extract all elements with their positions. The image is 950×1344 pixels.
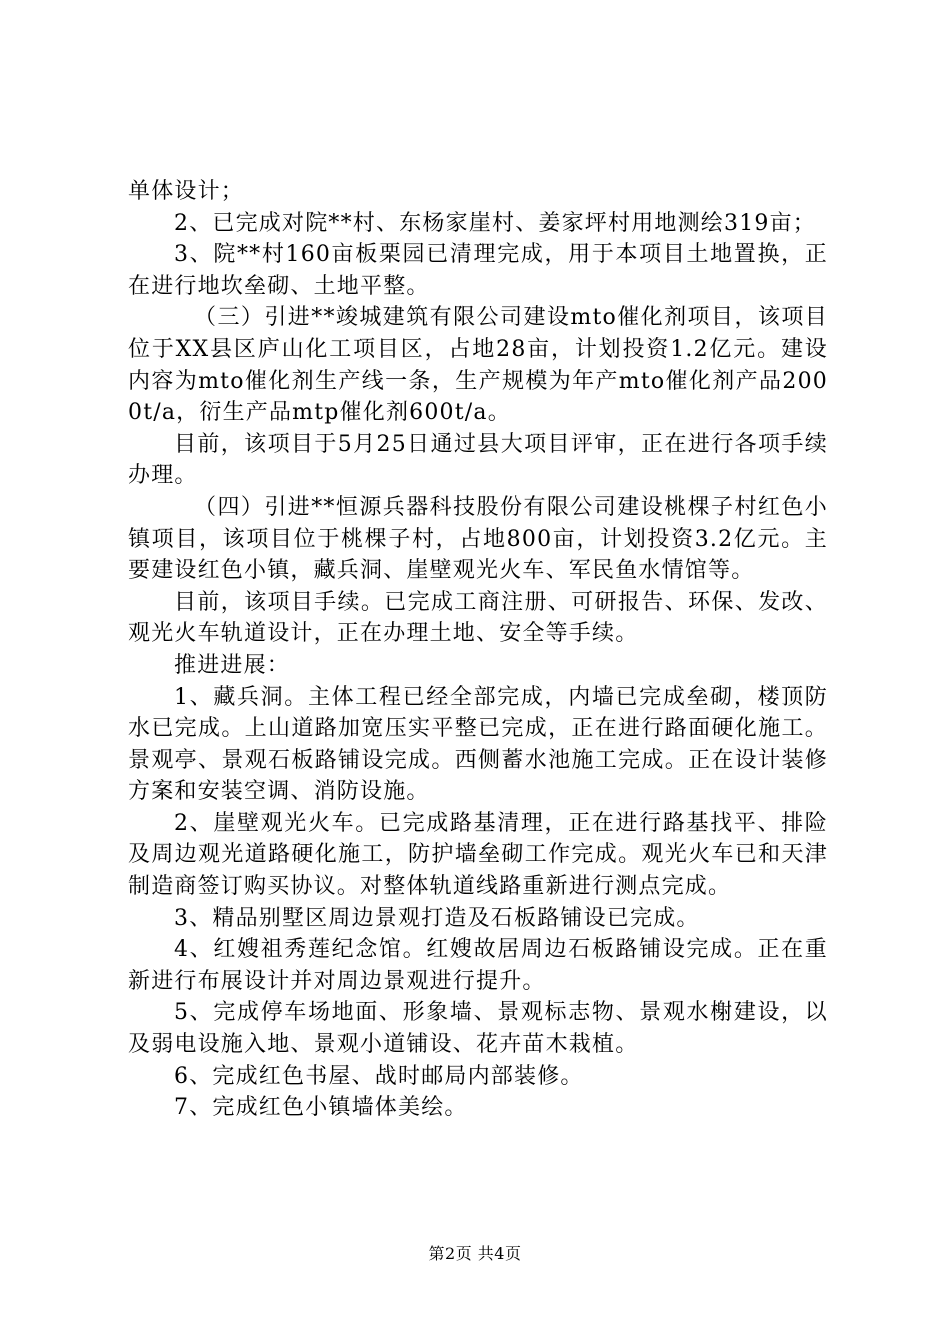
paragraph-progress-5: 5、完成停车场地面、形象墙、景观标志物、景观水榭建设，以及弱电设施入地、景观小道铺设、花卉苗木栽植。 <box>128 1000 828 1058</box>
paragraph-progress-heading: 推进进展： <box>174 652 291 678</box>
paragraph-status-catalyst: 目前，该项目于5月25日通过县大项目评审，正在进行各项手续办理。 <box>128 431 828 489</box>
paragraph-status-red-town: 目前，该项目手续。已完成工商注册、可研报告、环保、发改、观光火车轨道设计，正在办理土地、安全等手续。 <box>128 589 828 647</box>
paragraph-progress-1: 1、藏兵洞。主体工程已经全部完成，内墙已完成垒砌，楼顶防水已完成。上山道路加宽压实平整已完成，正在进行路面硬化施工。景观亭、景观石板路铺设完成。西侧蓄水池施工完成。正在设计装修方案和安装空调、消防设施。 <box>128 684 828 805</box>
document-body <box>128 176 828 1124</box>
page-number-footer: 第2页 共4页 <box>428 1244 522 1263</box>
paragraph-item-2-survey: 2、已完成对院**村、东杨家崖村、姜家坪村用地测绘319亩； <box>174 210 816 236</box>
paragraph-section-3-catalyst: （三）引进**竣城建筑有限公司建设mto催化剂项目，该项目位于XX县区庐山化工项目区，占地28亩，计划投资1.2亿元。建设内容为mto催化剂生产线一条，生产规模为年产mto催化剂产品2000t/a，衍生产品mtp催化剂600t/a。 <box>128 305 828 426</box>
paragraph-continuation: 单体设计； <box>128 179 245 204</box>
paragraph-section-4-red-town: （四）引进**恒源兵器科技股份有限公司建设桃棵子村红色小镇项目，该项目位于桃棵子村，占地800亩，计划投资3.2亿元。主要建设红色小镇，藏兵洞、崖壁观光火车、军民鱼水情馆等。 <box>128 494 828 584</box>
paragraph-progress-4: 4、红嫂祖秀莲纪念馆。红嫂故居周边石板路铺设完成。正在重新进行布展设计并对周边景观进行提升。 <box>128 937 828 994</box>
paragraph-progress-7: 7、完成红色小镇墙体美绘。 <box>174 1095 468 1121</box>
paragraph-progress-2: 2、崖壁观光火车。已完成路基清理，正在进行路基找平、排险及周边观光道路硬化施工，防护墙垒砌工作完成。观光火车已和天津制造商签订购买协议。对整体轨道线路重新进行测点完成。 <box>128 810 828 900</box>
paragraph-progress-6: 6、完成红色书屋、战时邮局内部装修。 <box>174 1063 584 1089</box>
paragraph-item-3-chestnut: 3、院**村160亩板栗园已清理完成，用于本项目土地置换，正在进行地坎垒砌、土地平整。 <box>128 242 828 299</box>
paragraph-progress-3: 3、精品别墅区周边景观打造及石板路铺设已完成。 <box>174 905 700 931</box>
